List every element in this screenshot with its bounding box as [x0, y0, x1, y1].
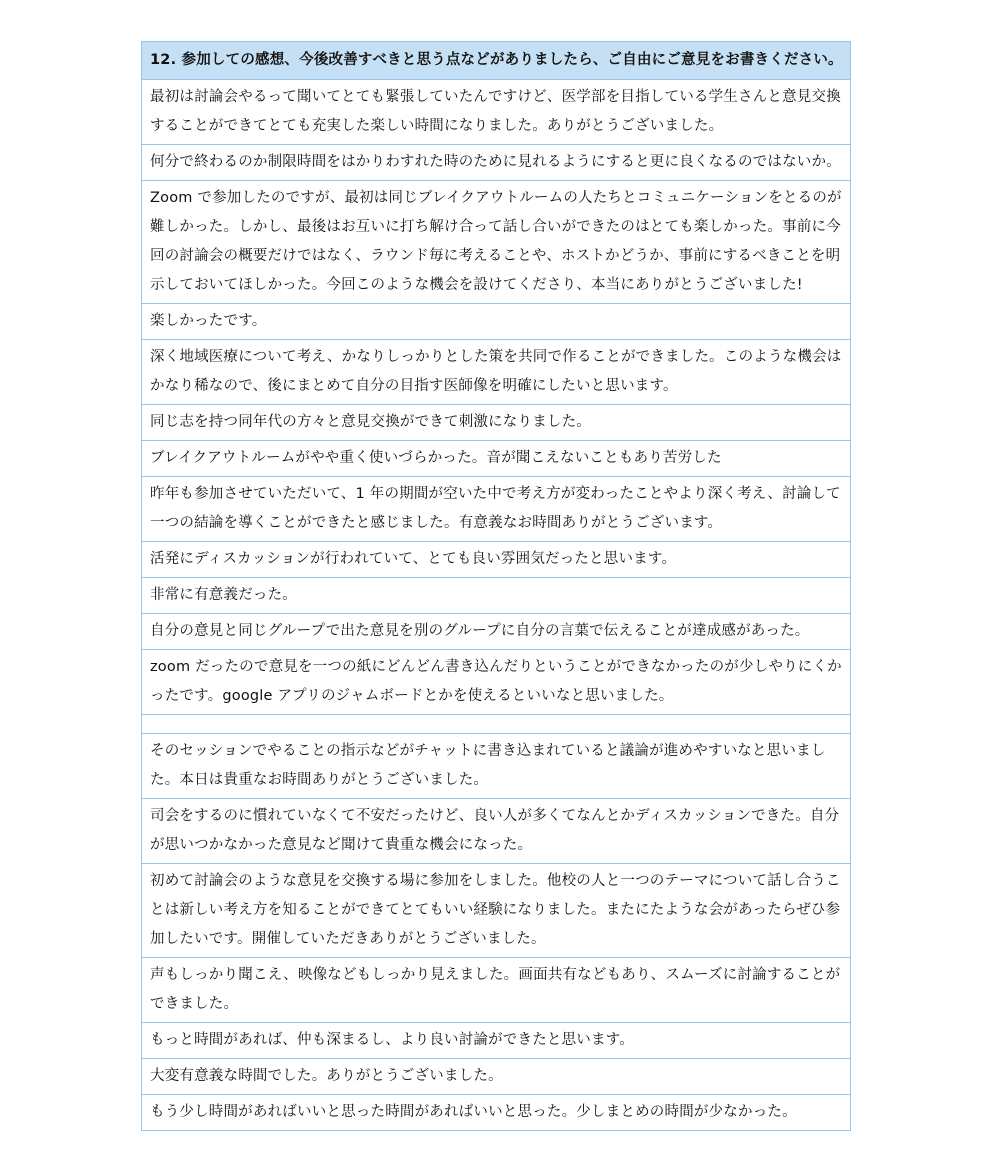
response-row [142, 799, 851, 864]
response-row [142, 1023, 851, 1059]
response-row [142, 650, 851, 715]
response-row [142, 614, 851, 650]
response-row [142, 181, 851, 304]
response-row [142, 304, 851, 340]
response-row [142, 864, 851, 958]
response-cell: 活発にディスカッションが行われていて、とても良い雰囲気だったと思います。 [142, 542, 851, 578]
response-cell: ブレイクアウトルームがやや重く使いづらかった。音が聞こえないこともあり苦労した [142, 441, 851, 477]
response-cell: 司会をするのに慣れていなくて不安だったけど、良い人が多くてなんとかディスカッションできた。自分が思いつかなかった意見など聞けて貴重な機会になった。 [142, 799, 851, 864]
survey-table-body [142, 42, 851, 1131]
response-cell: zoom だったので意見を一つの紙にどんどん書き込んだりということができなかったのが少しやりにくかったです。google アプリのジャムボードとかを使えるといいなと思いました。 [142, 650, 851, 715]
survey-feedback-table [141, 41, 851, 1131]
question-header: 12. 参加しての感想、今後改善すべきと思う点などがありましたら、ご自由にご意見をお書きください。 [142, 42, 851, 80]
response-cell: 深く地域医療について考え、かなりしっかりとした策を共同で作ることができました。このような機会はかなり稀なので、後にまとめて自分の目指す医師像を明確にしたいと思います。 [142, 340, 851, 405]
response-cell: 最初は討論会やるって聞いてとても緊張していたんですけど、医学部を目指している学生さんと意見交換することができてとても充実した楽しい時間になりました。ありがとうございました。 [142, 80, 851, 145]
response-cell: 自分の意見と同じグループで出た意見を別のグループに自分の言葉で伝えることが達成感があった。 [142, 614, 851, 650]
response-row [142, 405, 851, 441]
response-row [142, 441, 851, 477]
response-cell: Zoom で参加したのですが、最初は同じブレイクアウトルームの人たちとコミュニケーションをとるのが難しかった。しかし、最後はお互いに打ち解け合って話し合いができたのはとても楽しかった。事前に今回の討論会の概要だけではなく、ラウンド毎に考えることや、ホストかどうか、事前にするべきことを明示しておいてほしかった。今回このような機会を設けてくださり、本当にありがとうございました! [142, 181, 851, 304]
response-cell: 同じ志を持つ同年代の方々と意見交換ができて刺激になりました。 [142, 405, 851, 441]
response-row [142, 958, 851, 1023]
response-cell: 昨年も参加させていただいて、1 年の期間が空いた中で考え方が変わったことやより深く考え、討論して一つの結論を導くことができたと感じました。有意義なお時間ありがとうございます。 [142, 477, 851, 542]
response-row [142, 578, 851, 614]
response-cell: 何分で終わるのか制限時間をはかりわすれた時のために見れるようにすると更に良くなるのではないか。 [142, 145, 851, 181]
response-cell: もっと時間があれば、仲も深まるし、より良い討論ができたと思います。 [142, 1023, 851, 1059]
response-cell: 初めて討論会のような意見を交換する場に参加をしました。他校の人と一つのテーマについて話し合うことは新しい考え方を知ることができてとてもいい経験になりました。またにたような会があったらぜひ参加したいです。開催していただきありがとうございました。 [142, 864, 851, 958]
response-cell: 楽しかったです。 [142, 304, 851, 340]
response-cell: もう少し時間があればいいと思った時間があればいいと思った。少しまとめの時間が少なかった。 [142, 1095, 851, 1131]
response-row [142, 715, 851, 734]
response-row [142, 1095, 851, 1131]
response-row [142, 542, 851, 578]
response-cell: そのセッションでやることの指示などがチャットに書き込まれていると議論が進めやすいなと思いました。本日は貴重なお時間ありがとうございました。 [142, 734, 851, 799]
response-row [142, 734, 851, 799]
response-row [142, 477, 851, 542]
response-row [142, 80, 851, 145]
response-cell: 大変有意義な時間でした。ありがとうございました。 [142, 1059, 851, 1095]
question-row [142, 42, 851, 80]
response-cell [142, 715, 851, 734]
response-cell: 非常に有意義だった。 [142, 578, 851, 614]
response-cell: 声もしっかり聞こえ、映像などもしっかり見えました。画面共有などもあり、スムーズに討論することができました。 [142, 958, 851, 1023]
response-row [142, 145, 851, 181]
response-row [142, 340, 851, 405]
response-row [142, 1059, 851, 1095]
